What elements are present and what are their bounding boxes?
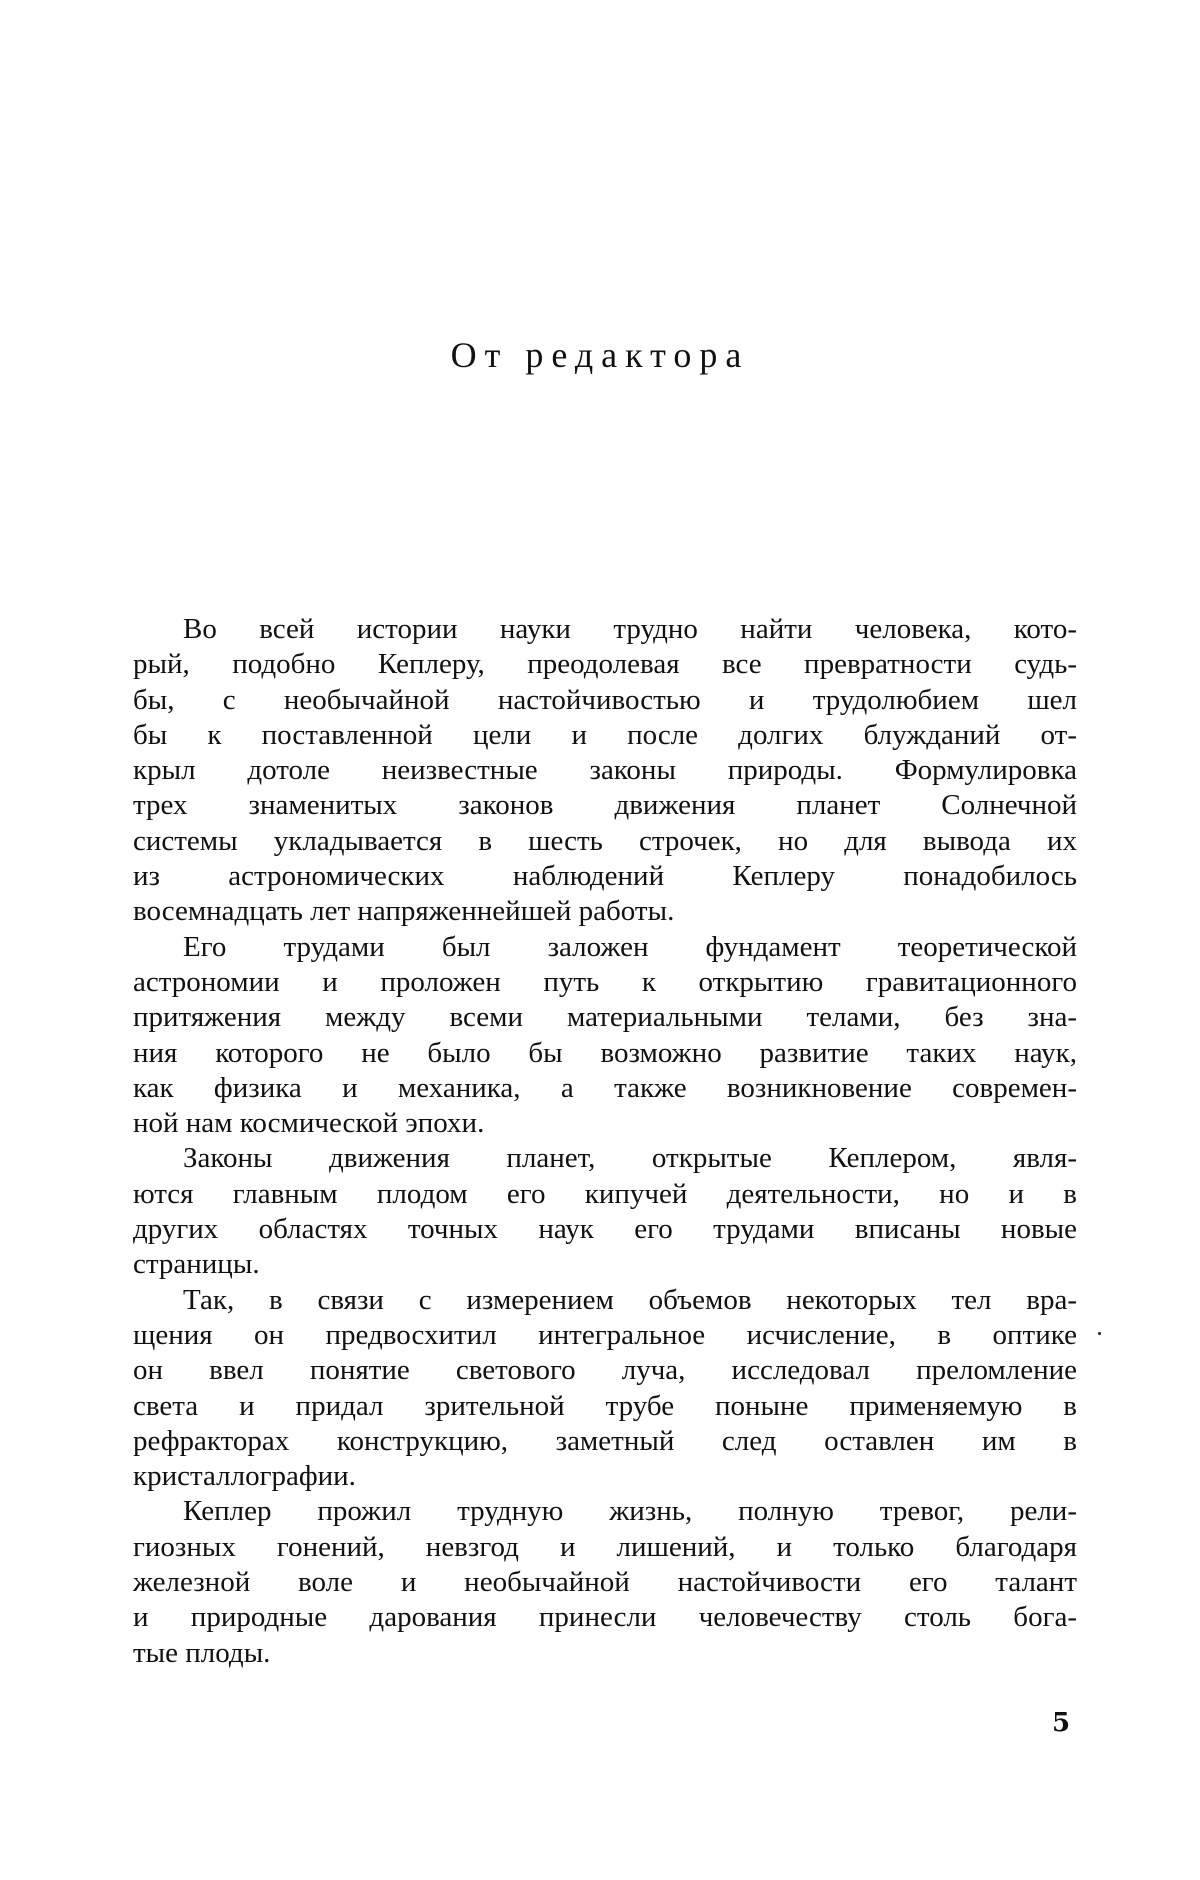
text-line: астрономии и проложен путь к открытию гравитационного — [133, 965, 1077, 998]
paragraph-5 — [133, 1494, 1077, 1670]
text-line: бы к поставленной цели и после долгих блужданий от- — [133, 718, 1077, 751]
text-line: Так, в связи с измерением объемов некоторых тел вра- — [183, 1283, 1077, 1316]
text-line: страницы. — [133, 1248, 260, 1281]
text-line: Кеплер прожил трудную жизнь, полную тревог, рели- — [183, 1495, 1077, 1528]
paragraph-1 — [133, 612, 1077, 930]
page-title: От редактора — [450, 335, 750, 375]
text-line: Законы движения планет, открытые Кеплером, явля- — [183, 1142, 1077, 1175]
text-line: ной нам космической эпохи. — [133, 1107, 485, 1140]
text-line: ния которого не было бы возможно развитие таких наук, — [133, 1036, 1077, 1069]
scan-speck — [1098, 1332, 1101, 1335]
paragraph-2 — [133, 930, 1077, 1142]
text-line: рый, подобно Кеплеру, преодолевая все превратности судь- — [133, 648, 1077, 681]
text-line: восемнадцать лет напряженнейшей работы. — [133, 895, 675, 928]
text-line: бы, с необычайной настойчивостью и трудолюбием шел — [133, 683, 1077, 716]
text-line: и природные дарования принесли человечеству столь бога- — [133, 1601, 1077, 1634]
body-text — [133, 612, 1077, 1671]
text-line: как физика и механика, а также возникновение современ- — [133, 1071, 1077, 1104]
text-line: Его трудами был заложен фундамент теоретической — [183, 930, 1077, 963]
text-line: тые плоды. — [133, 1636, 271, 1669]
text-line: трех знаменитых законов движения планет Солнечной — [133, 789, 1077, 822]
text-line: железной воле и необычайной настойчивости его талант — [133, 1566, 1077, 1599]
text-line: из астрономических наблюдений Кеплеру понадобилось — [133, 860, 1077, 893]
page-number: 5 — [1052, 1708, 1071, 1738]
text-line: притяжения между всеми материальными телами, без зна- — [133, 1001, 1077, 1034]
text-line: рефракторах конструкцию, заметный след оставлен им в — [133, 1424, 1077, 1457]
text-line: щения он предвосхитил интегральное исчисление, в оптике — [133, 1318, 1077, 1351]
paragraph-3 — [133, 1141, 1077, 1282]
text-line: он ввел понятие светового луча, исследовал преломление — [133, 1354, 1077, 1387]
text-line: ются главным плодом его кипучей деятельности, но и в — [133, 1177, 1077, 1210]
text-line: света и придал зрительной трубе поныне применяемую в — [133, 1389, 1077, 1422]
text-line: кристаллографии. — [133, 1460, 356, 1493]
text-line: других областях точных наук его трудами вписаны новые — [133, 1213, 1077, 1246]
text-line: Во всей истории науки трудно найти человека, кото- — [183, 613, 1077, 645]
paragraph-4 — [133, 1283, 1077, 1495]
text-line: системы укладывается в шесть строчек, но для вывода их — [133, 824, 1077, 857]
text-line: крыл дотоле неизвестные законы природы. Формулировка — [133, 754, 1077, 787]
text-line: гиозных гонений, невзгод и лишений, и только благодаря — [133, 1530, 1077, 1563]
